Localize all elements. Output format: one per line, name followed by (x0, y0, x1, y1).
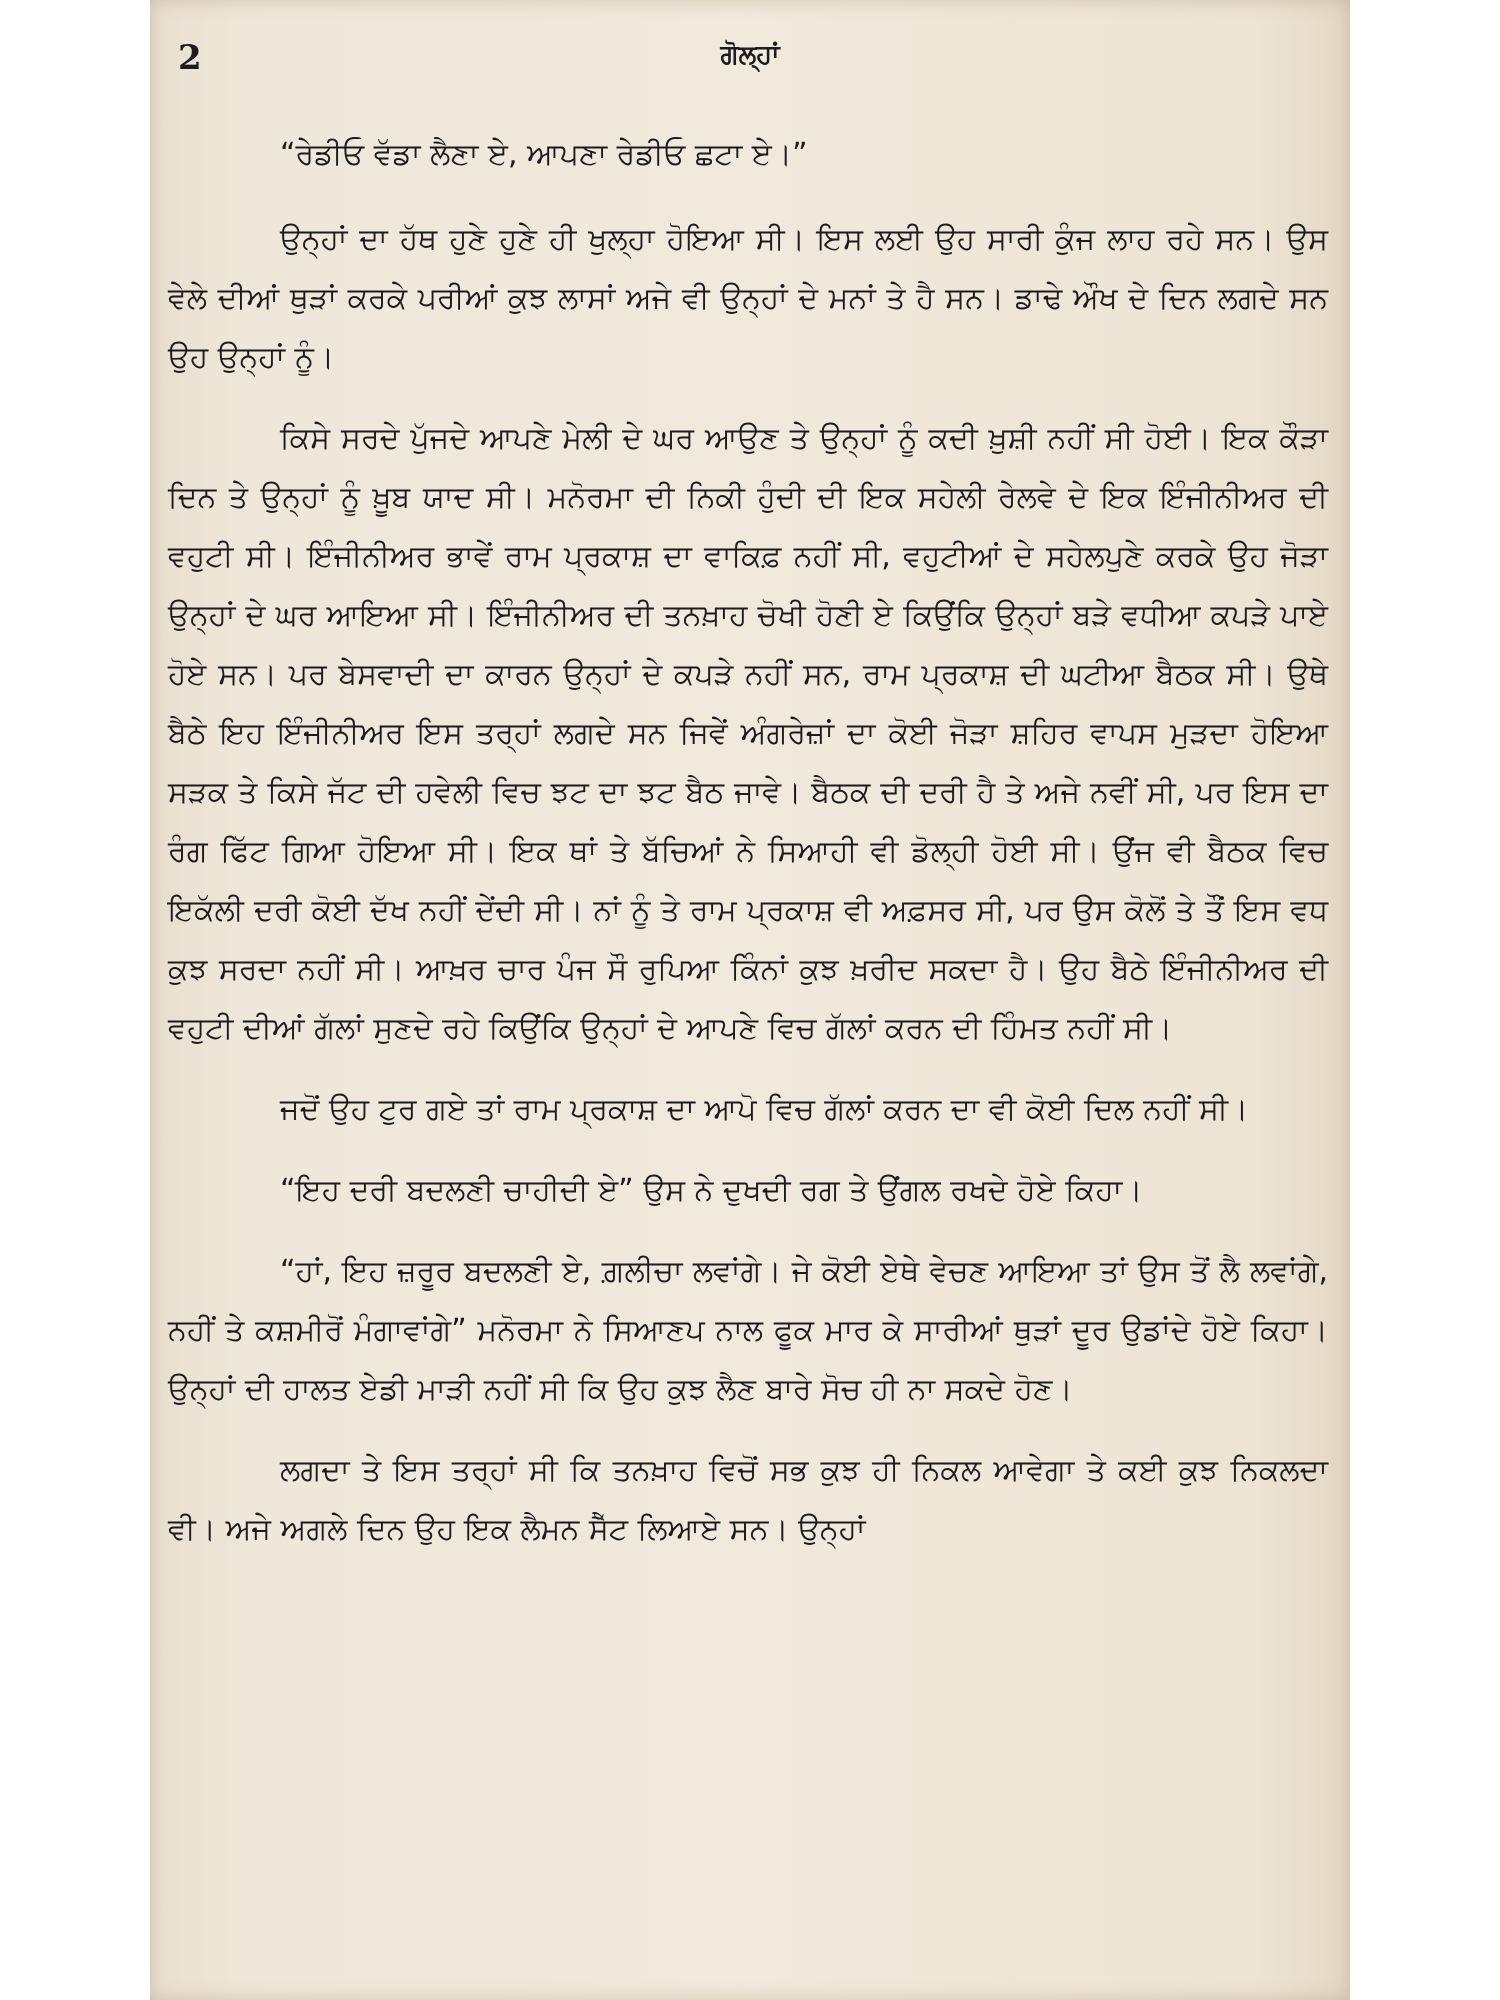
running-head: ਗੋਲ੍ਹਾਂ (720, 40, 780, 70)
paragraph-7: ਲਗਦਾ ਤੇ ਇਸ ਤਰ੍ਹਾਂ ਸੀ ਕਿ ਤਨਖ਼ਾਹ ਵਿਚੋਂ ਸਭ ਕੁਝ ਹੀ ਨਿਕਲ ਆਵੇਗਾ ਤੇ ਕਈ ਕੁਝ ਨਿਕਲਦਾ ਵੀ। ਅਜੇ ਅਗਲੇ ਦਿਨ ਉਹ ਇਕ ਲੈਮਨ ਸੈੱਟ ਲਿਆਏ ਸਨ। ਉਨ੍ਹਾਂ (168, 1453, 1328, 1547)
page-number: 2 (178, 38, 202, 78)
book-page (150, 0, 1350, 2000)
paragraph-6: “ਹਾਂ, ਇਹ ਜ਼ਰੂਰ ਬਦਲਣੀ ਏ, ਗ਼ਲੀਚਾ ਲਵਾਂਗੇ। ਜੇ ਕੋਈ ਏਥੇ ਵੇਚਣ ਆਇਆ ਤਾਂ ਉਸ ਤੋਂ ਲੈ ਲਵਾਂਗੇ, ਨਹੀਂ ਤੇ ਕਸ਼ਮੀਰੋਂ ਮੰਗਾਵਾਂਗੇ” ਮਨੋਰਮਾ ਨੇ ਸਿਆਣਪ ਨਾਲ ਫੂਕ ਮਾਰ ਕੇ ਸਾਰੀਆਂ ਥੁੜਾਂ ਦੂਰ ਉਡਾਂਦੇ ਹੋਏ ਕਿਹਾ। ਉਨ੍ਹਾਂ ਦੀ ਹਾਲਤ ਏਡੀ ਮਾੜੀ ਨਹੀਂ ਸੀ ਕਿ ਉਹ ਕੁਝ ਲੈਣ ਬਾਰੇ ਸੋਚ ਹੀ ਨਾ ਸਕਦੇ ਹੋਣ। (168, 1254, 1328, 1407)
paragraph-4: ਜਦੋਂ ਉਹ ਟੁਰ ਗਏ ਤਾਂ ਰਾਮ ਪ੍ਰਕਾਸ਼ ਦਾ ਆਪੋ ਵਿਚ ਗੱਲਾਂ ਕਰਨ ਦਾ ਵੀ ਕੋਈ ਦਿਲ ਨਹੀਂ ਸੀ। (280, 1092, 1249, 1127)
paragraph-2: ਉਨ੍ਹਾਂ ਦਾ ਹੱਥ ਹੁਣੇ ਹੁਣੇ ਹੀ ਖੁਲ੍ਹਾ ਹੋਇਆ ਸੀ। ਇਸ ਲਈ ਉਹ ਸਾਰੀ ਕੁੰਜ ਲਾਹ ਰਹੇ ਸਨ। ਉਸ ਵੇਲੇ ਦੀਆਂ ਥੁੜਾਂ ਕਰਕੇ ਪਰੀਆਂ ਕੁਝ ਲਾਸਾਂ ਅਜੇ ਵੀ ਉਨ੍ਹਾਂ ਦੇ ਮਨਾਂ ਤੇ ਹੈ ਸਨ। ਡਾਢੇ ਔਖ ਦੇ ਦਿਨ ਲਗਦੇ ਸਨ ਉਹ ਉਨ੍ਹਾਂ ਨੂੰ। (168, 222, 1328, 375)
body-text (168, 125, 1328, 1581)
paragraph-3: ਕਿਸੇ ਸਰਦੇ ਪੁੱਜਦੇ ਆਪਣੇ ਮੇਲੀ ਦੇ ਘਰ ਆਉਣ ਤੇ ਉਨ੍ਹਾਂ ਨੂੰ ਕਦੀ ਖ਼ੁਸ਼ੀ ਨਹੀਂ ਸੀ ਹੋਈ। ਇਕ ਕੌੜਾ ਦਿਨ ਤੇ ਉਨ੍ਹਾਂ ਨੂੰ ਖ਼ੂਬ ਯਾਦ ਸੀ। ਮਨੋਰਮਾ ਦੀ ਨਿਕੀ ਹੁੰਦੀ ਦੀ ਇਕ ਸਹੇਲੀ ਰੇਲਵੇ ਦੇ ਇਕ ਇੰਜੀਨੀਅਰ ਦੀ ਵਹੁਟੀ ਸੀ। ਇੰਜੀਨੀਅਰ ਭਾਵੇਂ ਰਾਮ ਪ੍ਰਕਾਸ਼ ਦਾ ਵਾਕਿਫ਼ ਨਹੀਂ ਸੀ, ਵਹੁਟੀਆਂ ਦੇ ਸਹੇਲਪੁਣੇ ਕਰਕੇ ਉਹ ਜੋੜਾ ਉਨ੍ਹਾਂ ਦੇ ਘਰ ਆਇਆ ਸੀ। ਇੰਜੀਨੀਅਰ ਦੀ ਤਨਖ਼ਾਹ ਚੋਖੀ ਹੋਣੀ ਏ ਕਿਉਂਕਿ ਉਨ੍ਹਾਂ ਬੜੇ ਵਧੀਆ ਕਪੜੇ ਪਾਏ ਹੋਏ ਸਨ। ਪਰ ਬੇਸਵਾਦੀ ਦਾ ਕਾਰਨ ਉਨ੍ਹਾਂ ਦੇ ਕਪੜੇ ਨਹੀਂ ਸਨ, ਰਾਮ ਪ੍ਰਕਾਸ਼ ਦੀ ਘਟੀਆ ਬੈਠਕ ਸੀ। ਉਥੇ ਬੈਠੇ ਇਹ ਇੰਜੀਨੀਅਰ ਇਸ ਤਰ੍ਹਾਂ ਲਗਦੇ ਸਨ ਜਿਵੇਂ ਅੰਗਰੇਜ਼ਾਂ ਦਾ ਕੋਈ ਜੋੜਾ ਸ਼ਹਿਰ ਵਾਪਸ ਮੁੜਦਾ ਹੋਇਆ ਸੜਕ ਤੇ ਕਿਸੇ ਜੱਟ ਦੀ ਹਵੇਲੀ ਵਿਚ ਝਟ ਦਾ ਝਟ ਬੈਠ ਜਾਵੇ। ਬੈਠਕ ਦੀ ਦਰੀ ਹੈ ਤੇ ਅਜੇ ਨਵੀਂ ਸੀ, ਪਰ ਇਸ ਦਾ ਰੰਗ ਫਿੱਟ ਗਿਆ ਹੋਇਆ ਸੀ। ਇਕ ਥਾਂ ਤੇ ਬੱਚਿਆਂ ਨੇ ਸਿਆਹੀ ਵੀ ਡੋਲ੍ਹੀ ਹੋਈ ਸੀ। ਉਂਜ ਵੀ ਬੈਠਕ ਵਿਚ ਇਕੱਲੀ ਦਰੀ ਕੋਈ ਦੱਖ ਨਹੀਂ ਦੇਂਦੀ ਸੀ। ਨਾਂ ਨੂੰ ਤੇ ਰਾਮ ਪ੍ਰਕਾਸ਼ ਵੀ ਅਫ਼ਸਰ ਸੀ, ਪਰ ਉਸ ਕੋਲੋਂ ਤੇ ਤੌਂ ਇਸ ਵਧ ਕੁਝ ਸਰਦਾ ਨਹੀਂ ਸੀ। ਆਖ਼ਰ ਚਾਰ ਪੰਜ ਸੌ ਰੁਪਿਆ ਕਿੰਨਾਂ ਕੁਝ ਖ਼ਰੀਦ ਸਕਦਾ ਹੈ। ਉਹ ਬੈਠੇ ਇੰਜੀਨੀਅਰ ਦੀ ਵਹੁਟੀ ਦੀਆਂ ਗੱਲਾਂ ਸੁਣਦੇ ਰਹੇ ਕਿਉਂਕਿ ਉਨ੍ਹਾਂ ਦੇ ਆਪਣੇ ਵਿਚ ਗੱਲਾਂ ਕਰਨ ਦੀ ਹਿੰਮਤ ਨਹੀਂ ਸੀ। (168, 421, 1328, 1046)
paragraph-5: “ਇਹ ਦਰੀ ਬਦਲਣੀ ਚਾਹੀਦੀ ਏ” ਉਸ ਨੇ ਦੁਖਦੀ ਰਗ ਤੇ ਉਂਗਲ ਰਖਦੇ ਹੋਏ ਕਿਹਾ। (280, 1173, 1143, 1208)
paragraph-1: “ਰੇਡੀਓ ਵੱਡਾ ਲੈਣਾ ਏ, ਆਪਣਾ ਰੇਡੀਓ ਛਟਾ ਏ।” (280, 137, 808, 172)
